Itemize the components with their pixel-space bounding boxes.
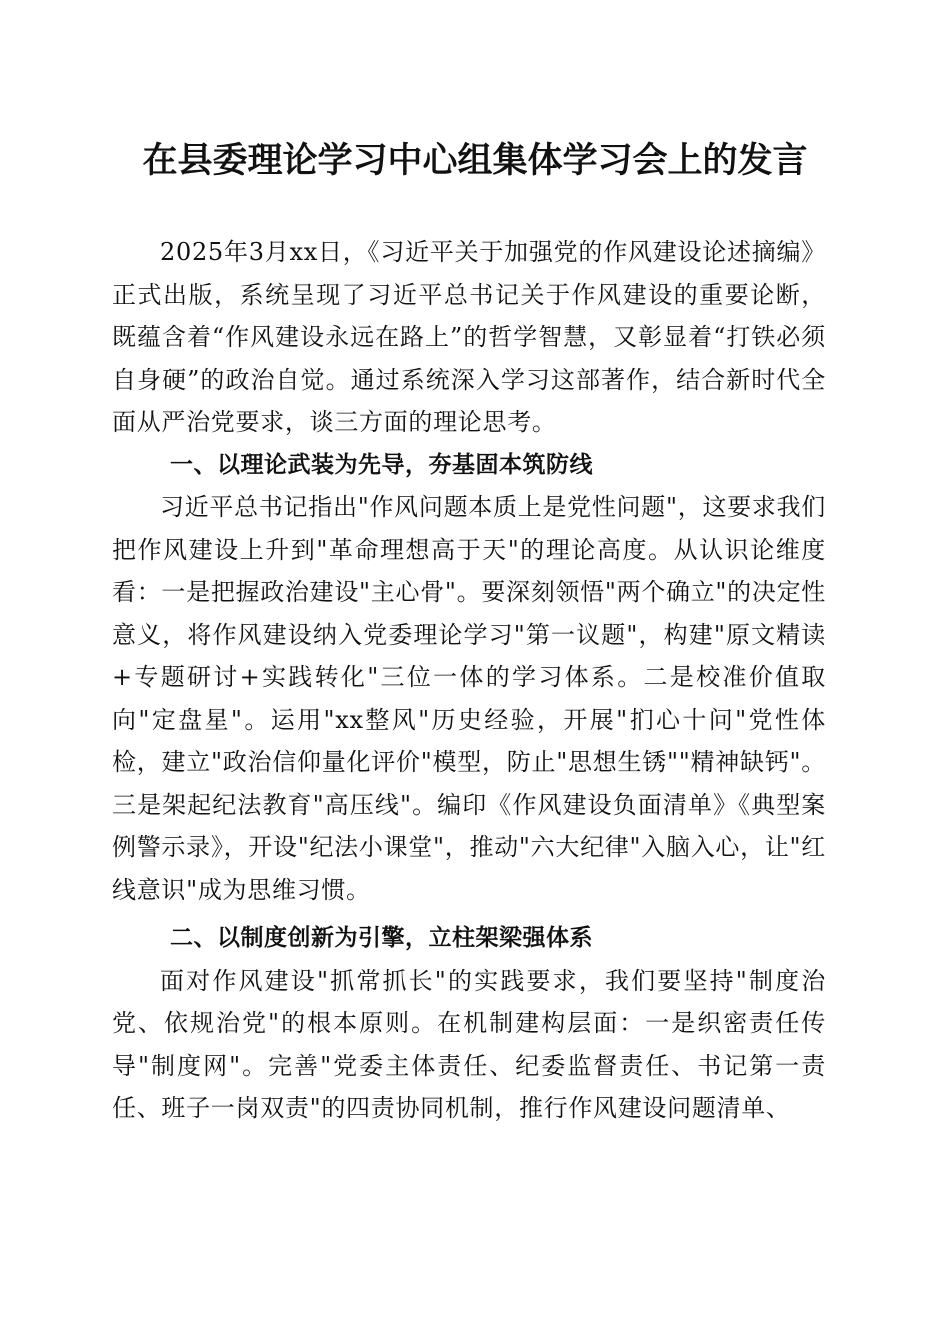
section-2-paragraph: 面对作风建设"抓常抓长"的实践要求，我们要坚持"制度治党、依规治党"的根本原则。在机制建构层面：一是织密责任传导"制度网"。完善"党委主体责任、纪委监督责任、书记第一责任、班子一岗双责"的四责协同机制，推行作风建设问题清单、	[112, 966, 826, 1122]
section-1-paragraph: 习近平总书记指出"作风问题本质上是党性问题"，这要求我们把作风建设上升到"革命理想高于天"的理论高度。从认识论维度看：一是把握政治建设"主心骨"。要深刻领悟"两个确立"的决定性意义，将作风建设纳入党委理论学习"第一议题"，构建"原文精读+专题研讨+实践转化"三位一体的学习体系。二是校准价值取向"定盘星"。运用"xx整风"历史经验，开展"扪心十问"党性体检，建立"政治信仰量化评价"模型，防止"思想生锈""精神缺钙"。三是架起纪法教育"高压线"。编印《作风建设负面清单》《典型案例警示录》，开设"纪法小课堂"，推动"六大纪律"入脑入心，让"红线意识"成为思维习惯。	[112, 493, 826, 904]
section-1-heading: 一、以理论武装为先导，夯基固本筑防线	[170, 451, 593, 478]
intro-paragraph: 2025年3月xx日，《习近平关于加强党的作风建设论述摘编》正式出版，系统呈现了习近平总书记关于作风建设的重要论断，既蕴含着“作风建设永远在路上”的哲学智慧，又彰显着“打铁必须自身硬”的政治自觉。通过系统深入学习这部著作，结合新时代全面从严治党要求，谈三方面的理论思考。	[112, 238, 826, 436]
document-title: 在县委理论学习中心组集体学习会上的发言	[142, 140, 808, 181]
document-body	[112, 231, 826, 1130]
section-2-heading: 二、以制度创新为引擎，立柱架梁强体系	[170, 925, 593, 951]
